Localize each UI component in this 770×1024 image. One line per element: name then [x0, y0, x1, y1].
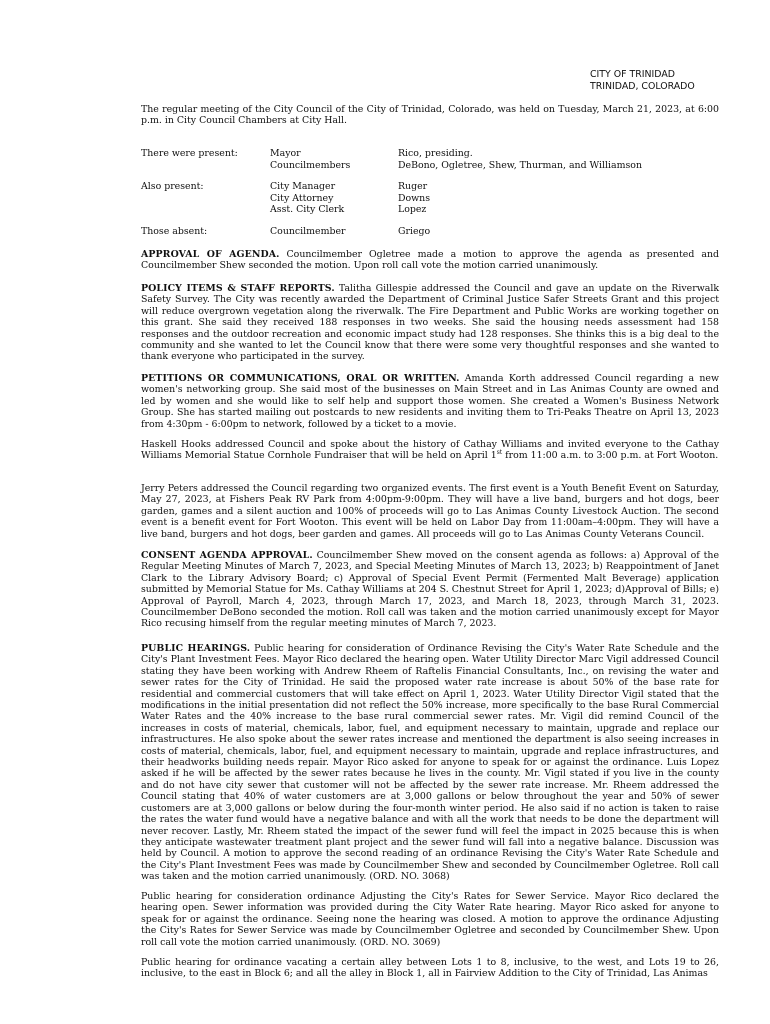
attendance-names: Lopez — [398, 204, 427, 215]
petitions-section — [141, 373, 719, 430]
attendance-names: Downs — [398, 192, 431, 204]
section-text: Councilmember Ogletree made a motion to approve the agenda as presented and Councilmember Shew seconded the motion. Upon roll call vote the motion carried unanimously. — [141, 249, 719, 272]
agenda-approval-section — [141, 249, 719, 272]
also-label: Also present: — [141, 181, 204, 192]
section-text: Talitha Gillespie addressed the Council and gave an update on the Riverwalk Safety Survey. The City was recently awarded the Department of Criminal Justice Safer Streets Grant and this project will reduce overgrown vegetation along the riverwalk. The Fire Department and Public Works are working together on this grant. She said they received 188 responses in two weeks. She said the housing needs assessment had 158 responses and the outdoor recreation and economic impact study had 128 responses. She thinks this is a big deal to the community and she wanted to let the Council know that there were some very thoughtful responses and she wanted to thank everyone who participated in the survey. — [141, 283, 719, 363]
section-heading: CONSENT AGENDA APPROVAL. — [141, 550, 313, 561]
attendance-also — [141, 181, 719, 216]
attendance-names: Griego — [398, 226, 431, 237]
sewer-hearing-paragraph: Public hearing for consideration ordinance Adjusting the City's Rates for Sewer Service. Mayor Rico declared the hearing open. Sewer information was provided during the City Water Rate hearing. Mayor Rico asked for anyone to speak for or against the ordinance. Seeing none the hearing was closed. A motion to approve the ordinance Adjusting the City's Rates for Sewer Service was made by Councilmember Ogletree and seconded by Councilmember Shew. Upon roll call vote the motion carried unanimously. (ORD. NO. 3069) — [141, 891, 719, 948]
attendance-role: Councilmembers — [270, 159, 351, 171]
public-hearings-section — [141, 643, 719, 883]
section-heading: PUBLIC HEARINGS. — [141, 643, 251, 654]
attendance-names: Rico, presiding. — [398, 148, 473, 159]
policy-items-section — [141, 283, 719, 363]
section-heading: APPROVAL OF AGENDA. — [141, 249, 280, 260]
attendance-names: Ruger — [398, 181, 428, 192]
attendance-role: Mayor — [270, 148, 301, 159]
section-text: Public hearing for consideration of Ordinance Revising the City's Water Rate Schedule and the City's Plant Investment Fees. Mayor Rico declared the hearing open. Water Utility Director Marc Vigil addressed Council stating they have been working with Andrew Rheem of Raftelis Financial Consultants, Inc., on revising the water and sewer rates for the City of Trinidad. He said the proposed water rate increase is about 50% of the base rate for residential and commercial customers that will take effect on April 1, 2023. Water Utility Director Vigil stated that the modifications in the initial presentation did not reflect the 50% increase, more specifically to the base Rural Commercial Water Rates and the 40% increase to the base rural commercial sewer rates. Mr. Vigil did remind Council of the increases in costs of material, chemicals, labor, fuel, and equipment necessary to maintain, upgrade and replace our infrastructures. He also spoke about the sewer rates increase and mentioned the department is also seeing increases in costs of material, chemicals, labor, fuel, and equipment necessary to maintain, upgrade and replace infrastructures, and their headworks building needs repair. Mayor Rico asked for anyone to speak for or against the ordinance. Luis Lopez asked if he will be affected by the sewer rates because he lives in the county. Mr. Vigil stated if you live in the county and do not have city sewer that customer will not be affected by the sewer rate increase. Mr. Rheem addressed the Council stating that 40% of water customers are at 3,000 gallons or below throughout the year and 50% of sewer customers are at 3,000 gallons or below during the four-month winter period. He also said if no action is taken to raise the rates the water fund would have a negative balance and with all the work that needs to be done the department will never recover. Lastly, Mr. Rheem stated the impact of the sewer fund will feel the impact in 2025 because this is when they anticipate wastewater treatment plant project and the sewer fund will fall into a negative balance. Discussion was held by Council. A motion to approve the second reading of an ordinance Revising the City's Water Rate Schedule and the City's Plant Investment Fees was made by Councilmember Shew and seconded by Councilmember Ogletree. Roll call was taken and the motion carried unanimously. (ORD. NO. 3068) — [141, 643, 719, 883]
hooks-paragraph: Haskell Hooks addressed Council and spoke about the history of Cathay Williams and invited everyone to the Cathay Williams Memorial Statue Cornhole Fundraiser that will be held on April 1st from 11:00 a.m. to 3:00 p.m. at Fort Wooton. — [141, 439, 719, 462]
header-city: CITY OF TRINIDAD — [590, 69, 675, 80]
intro-paragraph: The regular meeting of the City Council of the City of Trinidad, Colorado, was held on Tuesday, March 21, 2023, at 6:00 p.m. in City Council Chambers at City Hall. — [141, 104, 719, 127]
attendance-names: DeBono, Ogletree, Shew, Thurman, and Williamson — [398, 159, 642, 171]
header-location: TRINIDAD, COLORADO — [590, 81, 695, 92]
absent-label: Those absent: — [141, 226, 208, 237]
attendance-present — [141, 148, 719, 171]
section-heading: POLICY ITEMS & STAFF REPORTS. — [141, 283, 335, 294]
section-text: Councilmember Shew moved on the consent agenda as follows: a) Approval of the Regular Meeting Minutes of March 7, 2023, and Special Meeting Minutes of March 13, 2023; b) Reappointment of Janet Clark to the Library Advisory Board; c) Approval of Special Event Permit (Fermented Malt Beverage) application submitted by Memorial Statue for Ms. Cathay Williams at 204 S. Chestnut Street for April 1, 2023; d)Approval of Bills; e) Approval of Payroll, March 4, 2023, through March 17, 2023, and March 18, 2023, through March 31, 2023. Councilmember DeBono seconded the motion. Roll call was taken and the motion carried unanimously except for Mayor Rico recusing himself from the regular meeting minutes of March 7, 2023. — [141, 550, 720, 630]
attendance-absent — [141, 226, 719, 238]
alley-hearing-paragraph: Public hearing for ordinance vacating a certain alley between Lots 1 to 8, inclusive, to the west, and Lots 19 to 26, inclusive, to the east in Block 6; and all the alley in Block 1, all in Fairview Addition to the City of Trinidad, Las Animas — [141, 957, 719, 980]
attendance-role: Asst. City Clerk — [270, 204, 345, 215]
present-label: There were present: — [141, 148, 238, 159]
section-text: Amanda Korth addressed Council regarding a new women's networking group. She said most of the businesses on Main Street and in Las Animas County are owned and led by women and she would like to self help and support those women. She created a Women's Business Network Group. She has started mailing out postcards to new residents and inviting them to Tri-Peaks Theatre on April 13, 2023 from 4:30pm - 6:00pm to network, followed by a ticket to a movie. — [141, 373, 719, 430]
peters-paragraph: Jerry Peters addressed the Council regarding two organized events. The first event is a Youth Benefit Event on Saturday, May 27, 2023, at Fishers Peak RV Park from 4:00pm-9:00pm. They will have a live band, burgers and hot dogs, beer garden, games and a silent auction and 100% of proceeds will go to Las Animas County Livestock Auction. The second event is a benefit event for Fort Wooton. This event will be held on Labor Day from 11:00am–4:00pm. They will have a live band, burgers and hot dogs, beer garden and games. All proceeds will go to Las Animas County Veterans Council. — [141, 483, 719, 540]
section-heading: PETITIONS OR COMMUNICATIONS, ORAL OR WRITTEN. — [141, 373, 460, 384]
attendance-role: Councilmember — [270, 226, 346, 237]
document-header — [590, 69, 695, 93]
attendance-role: City Manager — [270, 181, 336, 192]
consent-agenda-section — [141, 550, 719, 630]
attendance-role: City Attorney — [270, 192, 334, 204]
